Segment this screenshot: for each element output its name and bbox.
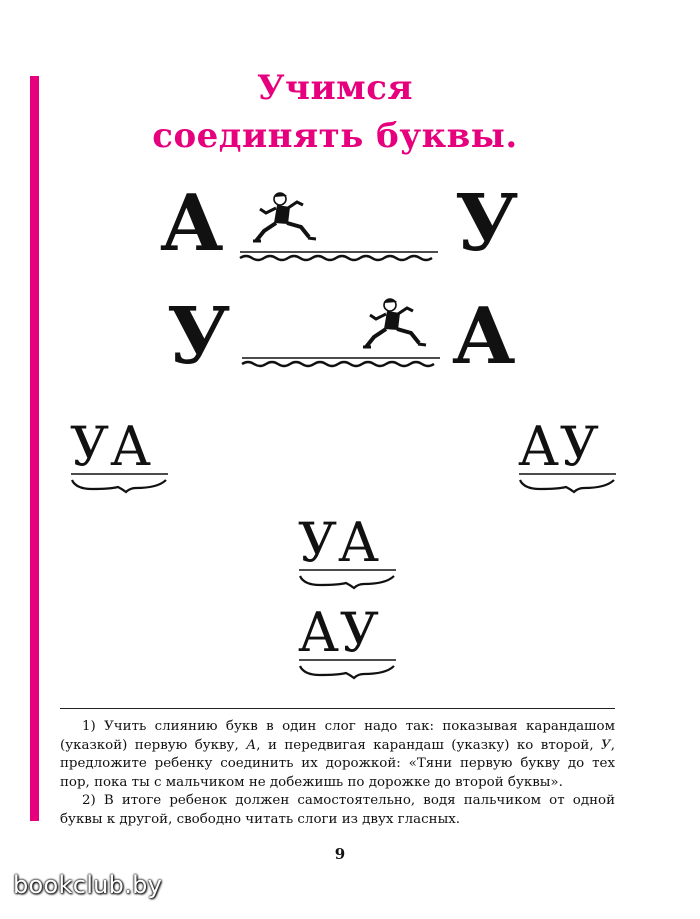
note-1-text-a: 1) Учить слиянию букв в один слог надо так: показывая карандашом (указкой) первую букву,	[60, 719, 615, 753]
page-title-line2: соединять буквы.	[152, 116, 518, 156]
site-watermark: bookclub.by	[13, 871, 163, 899]
row2-start-letter: У	[167, 291, 231, 382]
syllable-center-bottom: АУ	[298, 601, 380, 664]
syllable-right-arc	[516, 470, 621, 496]
running-boy-icon	[360, 296, 432, 352]
page-title-line1: Учимся	[256, 68, 414, 108]
row1-end-letter: У	[455, 178, 519, 269]
syllable-left: УА	[70, 415, 152, 478]
note-1-text-c: , предложите ребенку соединить их дорожкой: «Тяни первую букву до тех пор, пока ты с мальчиком не добежишь по дорожке до второй буквы».	[60, 737, 615, 790]
syllable-center-bottom-arc	[296, 656, 401, 682]
notes-divider	[60, 708, 615, 709]
syllable-right: АУ	[518, 415, 600, 478]
syllable-left-arc	[68, 470, 173, 496]
note-paragraph-1	[60, 718, 615, 792]
row2-end-letter: А	[452, 291, 516, 382]
syllable-center-top-arc	[296, 566, 401, 592]
note-1-letter-a: А	[246, 737, 257, 753]
note-paragraph-2: 2) В итоге ребенок должен самостоятельно, водя пальчиком от одной буквы к другой, свободно читать слоги из двух гласных.	[60, 793, 615, 827]
row1-start-letter: А	[160, 178, 224, 269]
row1-wavy-path	[238, 246, 443, 266]
row2-wavy-path	[240, 352, 445, 372]
instruction-notes	[60, 718, 615, 829]
note-1-letter-u: У	[601, 737, 611, 753]
running-boy-icon	[250, 190, 322, 246]
page-number: 9	[334, 845, 346, 863]
syllable-center-top: УА	[298, 511, 380, 574]
note-1-text-b: , и передвигая карандаш (указку) ко второй,	[256, 737, 602, 753]
accent-sidebar-bar	[30, 76, 39, 821]
